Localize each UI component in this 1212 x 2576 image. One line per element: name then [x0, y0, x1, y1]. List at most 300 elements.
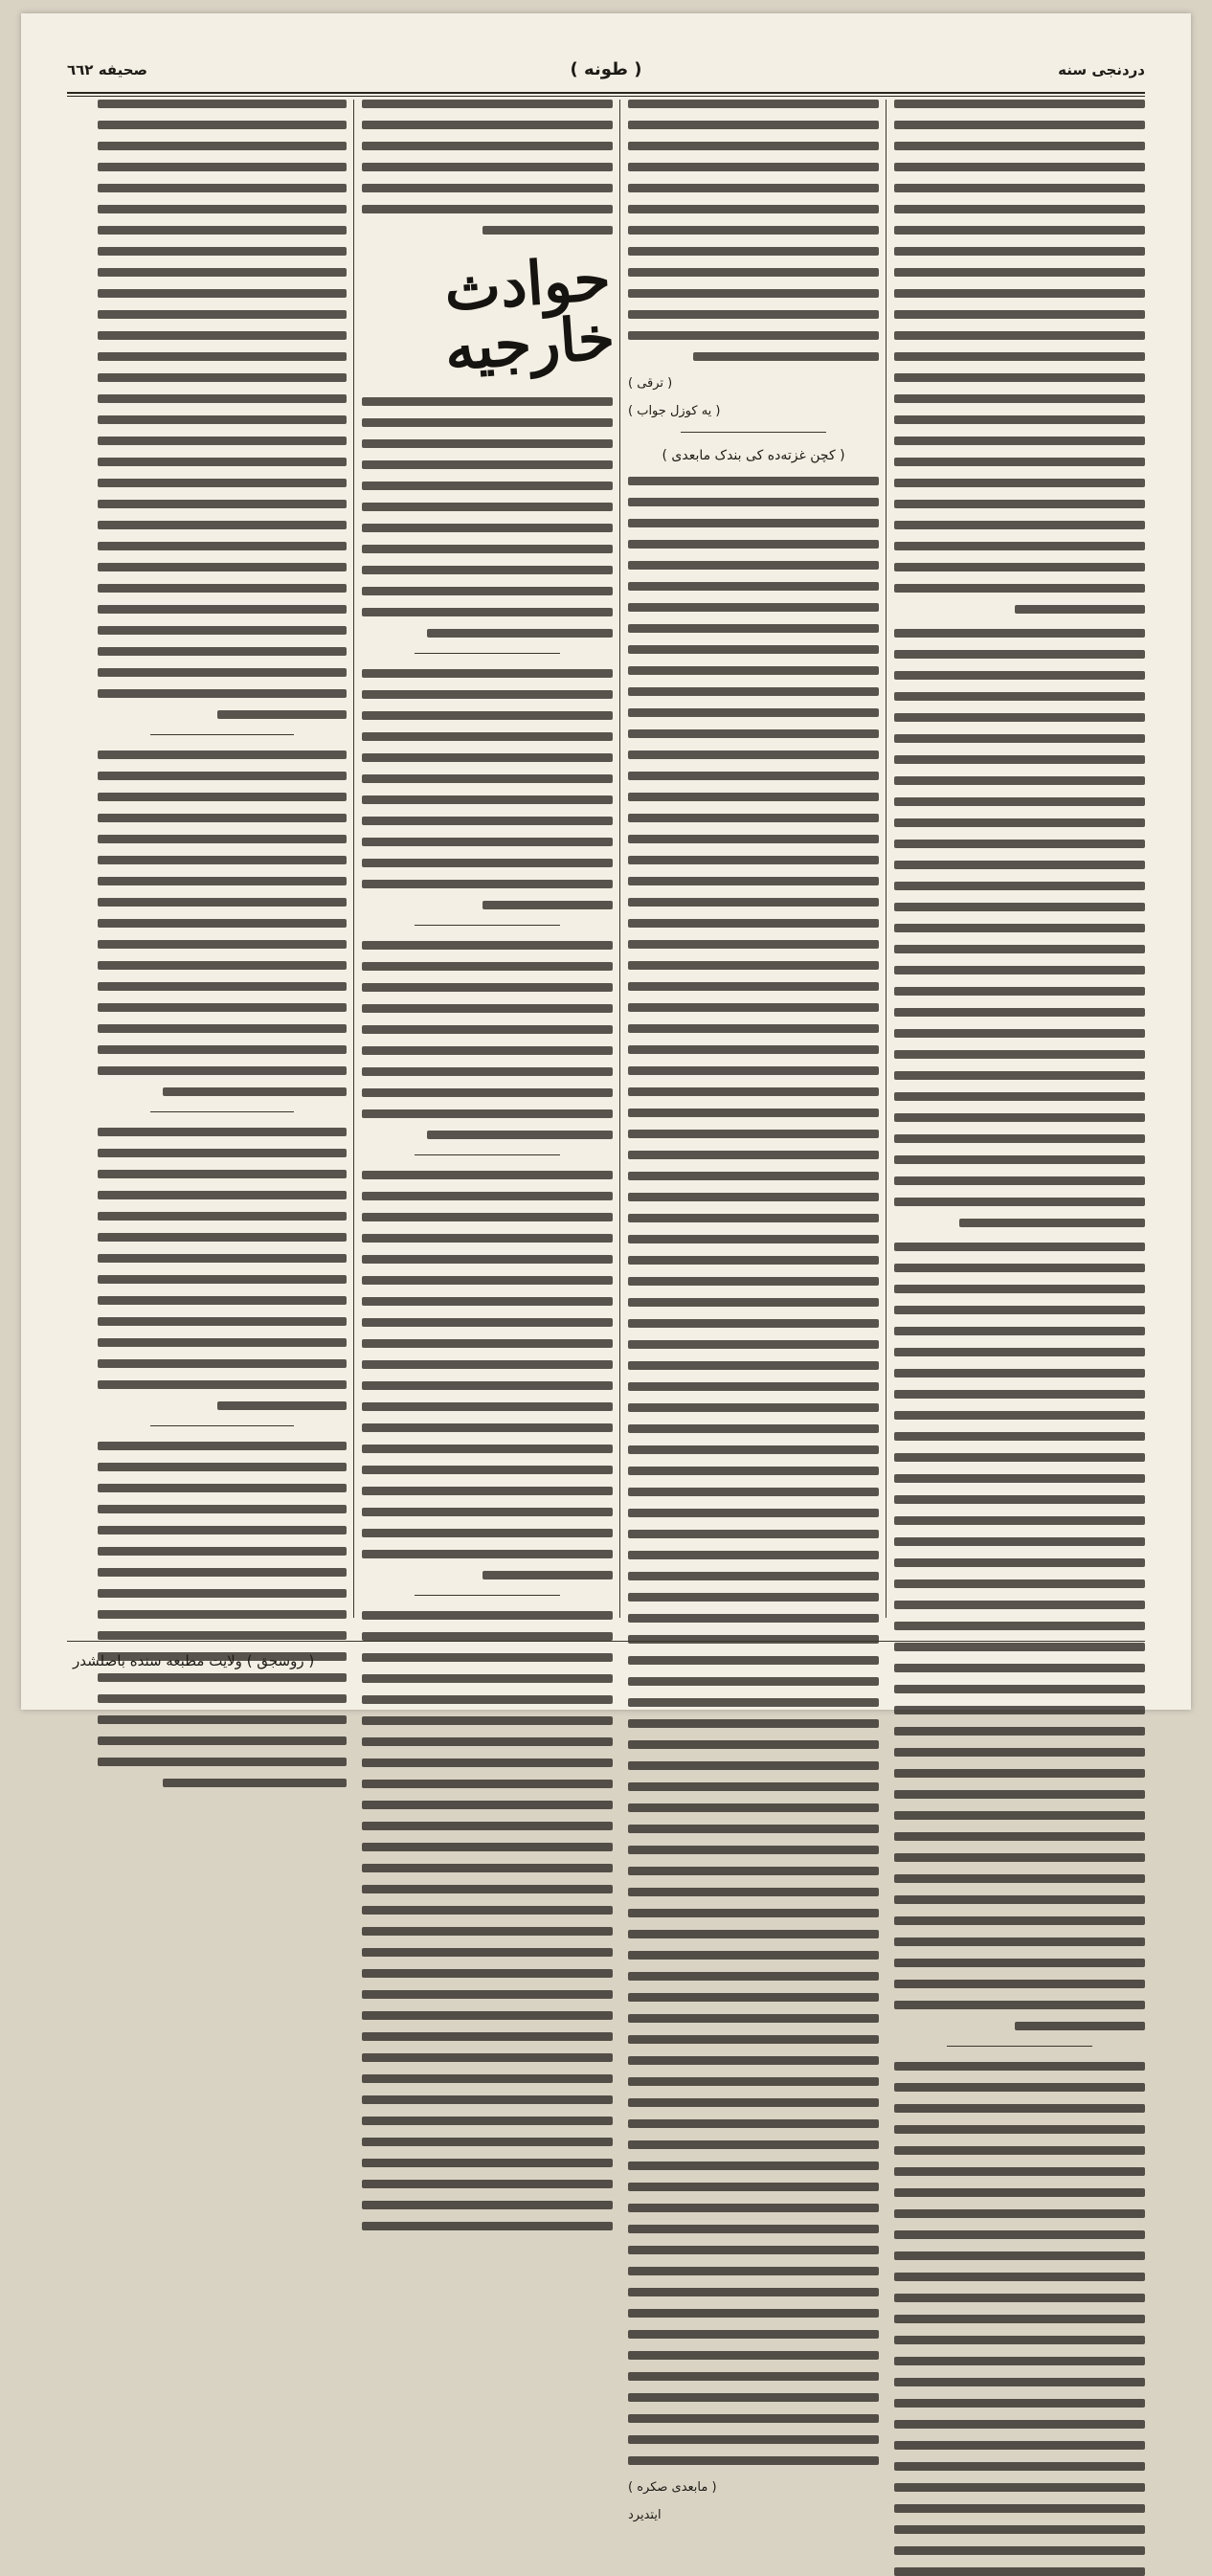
text-line: [98, 521, 347, 529]
text-line: [628, 1930, 879, 1938]
text-line: [628, 708, 879, 717]
text-line: [894, 1092, 1145, 1101]
text-line: [628, 2393, 879, 2402]
text-line: [894, 2441, 1145, 2450]
text-line: [628, 603, 879, 612]
text-line: [362, 1758, 613, 1767]
text-line: [894, 394, 1145, 403]
text-line: [894, 861, 1145, 869]
text-line: [98, 1275, 347, 1284]
text-line: [628, 184, 879, 192]
text-line: [894, 2230, 1145, 2239]
text-line: [894, 1853, 1145, 1862]
text-line: [894, 903, 1145, 911]
text-line: [894, 1050, 1145, 1059]
column-separator-3: [353, 100, 354, 1618]
text-line: [362, 1927, 613, 1936]
text-line: [894, 1155, 1145, 1164]
text-line: [628, 582, 879, 591]
text-line: [362, 608, 613, 616]
text-line: [894, 1874, 1145, 1883]
text-line: [362, 1339, 613, 1348]
text-line: [163, 1087, 347, 1096]
text-line: [628, 226, 879, 235]
text-line: [894, 542, 1145, 550]
text-line: [362, 711, 613, 720]
text-line: [362, 1529, 613, 1537]
column-4: [98, 100, 347, 1618]
text-line: [894, 2567, 1145, 2576]
text-line: [894, 1938, 1145, 1946]
text-line: [98, 1128, 347, 1136]
text-line: [894, 692, 1145, 701]
text-line: [362, 1445, 613, 1453]
text-line: [362, 2011, 613, 2020]
text-line: [628, 310, 879, 319]
text-line: [894, 2146, 1145, 2155]
text-line: [628, 793, 879, 801]
text-line: [362, 1402, 613, 1411]
text-line: [98, 668, 347, 677]
text-line: [628, 2140, 879, 2149]
header-rule-thin: [67, 96, 1145, 97]
text-line: [362, 397, 613, 406]
text-line: [98, 856, 347, 864]
text-line: [98, 1003, 347, 1012]
text-line: [98, 772, 347, 780]
text-line: [894, 2504, 1145, 2513]
text-line: [98, 1568, 347, 1577]
column-4-text-b: [98, 750, 347, 1096]
text-line: [894, 1008, 1145, 1017]
text-line: [628, 814, 879, 822]
text-line: [362, 732, 613, 741]
text-line: [894, 184, 1145, 192]
column-3-divider-d: [415, 1595, 560, 1596]
text-line: [362, 1550, 613, 1558]
text-line: [98, 814, 347, 822]
text-line: [628, 100, 879, 108]
text-line: [98, 1694, 347, 1703]
text-line: [98, 1338, 347, 1347]
text-line: [628, 1024, 879, 1033]
text-line: [362, 2053, 613, 2062]
text-line: [98, 163, 347, 171]
text-line: [98, 1547, 347, 1556]
text-line: [362, 1716, 613, 1725]
text-line: [362, 1192, 613, 1200]
text-line: [894, 373, 1145, 382]
text-line: [628, 1530, 879, 1538]
text-line: [362, 1695, 613, 1704]
text-line: [628, 940, 879, 949]
text-line: [628, 331, 879, 340]
text-line: [98, 750, 347, 759]
text-line: [628, 2288, 879, 2296]
text-line: [894, 734, 1145, 743]
column-3-divider-a: [415, 653, 560, 654]
text-line: [894, 100, 1145, 108]
column-1: [894, 100, 1145, 1618]
column-1-text-a: [894, 100, 1145, 614]
text-line: [628, 645, 879, 654]
column-separator-2: [619, 100, 620, 1618]
text-line: [98, 1359, 347, 1368]
text-line: [628, 561, 879, 570]
text-line: [628, 1214, 879, 1222]
section-ornament: [362, 243, 617, 385]
column-4-text-c: [98, 1128, 347, 1410]
text-line: [98, 1149, 347, 1157]
text-line: [894, 1285, 1145, 1293]
text-line: [98, 647, 347, 656]
text-line: [628, 856, 879, 864]
column-2-signature-taraqqi: ( ترقی ): [628, 376, 673, 391]
text-line: [362, 669, 613, 678]
text-line: [362, 1864, 613, 1872]
text-line: [362, 838, 613, 846]
text-line: [98, 689, 347, 698]
text-line: [628, 1488, 879, 1496]
text-line: [98, 961, 347, 970]
text-line: [98, 1380, 347, 1389]
text-line: [628, 982, 879, 991]
text-line: [362, 941, 613, 950]
text-line: [628, 772, 879, 780]
text-line: [628, 519, 879, 527]
text-line: [894, 966, 1145, 974]
text-line: [362, 1906, 613, 1915]
text-line: [628, 2225, 879, 2233]
column-3-text-f: [362, 1611, 613, 2230]
text-line: [362, 859, 613, 867]
text-line: [628, 2372, 879, 2381]
text-line: [628, 1509, 879, 1517]
text-line: [362, 205, 613, 213]
column-3-divider-c: [415, 1154, 560, 1155]
text-line: [894, 1748, 1145, 1757]
text-line: [628, 2162, 879, 2170]
text-line: [628, 1909, 879, 1917]
newspaper-page: [21, 13, 1191, 2522]
column-1-text-d: [894, 2062, 1145, 2576]
text-line: [894, 2209, 1145, 2218]
text-line: [894, 2462, 1145, 2471]
text-line: [362, 1822, 613, 1830]
text-line: [362, 1171, 613, 1179]
text-line: [628, 477, 879, 485]
column-2-continued: ( مابعدی صکره ): [628, 2480, 717, 2495]
text-line: [628, 1467, 879, 1475]
text-line: [628, 2351, 879, 2360]
text-line: [628, 1340, 879, 1349]
text-line: [628, 1698, 879, 1707]
text-line: [894, 2336, 1145, 2344]
text-line: [628, 2414, 879, 2423]
text-line: [98, 226, 347, 235]
text-line: [98, 982, 347, 991]
column-2-text-b: [628, 477, 879, 2465]
text-line: [98, 835, 347, 843]
column-4-text-a: [98, 100, 347, 719]
text-line: [894, 1029, 1145, 1038]
text-line: [628, 1130, 879, 1138]
text-line: [98, 898, 347, 907]
text-line: [894, 226, 1145, 235]
text-line: [98, 542, 347, 550]
text-line: [894, 415, 1145, 424]
text-line: [362, 2180, 613, 2188]
text-line: [628, 2098, 879, 2107]
text-line: [894, 1495, 1145, 1504]
text-line: [628, 1951, 879, 1960]
text-line: [362, 587, 613, 595]
text-line: [98, 626, 347, 635]
text-line: [894, 1369, 1145, 1378]
text-line: [628, 1445, 879, 1454]
text-line: [628, 750, 879, 759]
text-line: [894, 205, 1145, 213]
text-line: [98, 310, 347, 319]
text-line: [628, 1087, 879, 1096]
text-line: [362, 439, 613, 448]
text-line: [894, 2294, 1145, 2302]
page-header: [67, 50, 1145, 88]
text-line: [894, 2167, 1145, 2176]
text-line: [894, 1832, 1145, 1841]
text-line: [894, 818, 1145, 827]
text-line: [98, 1505, 347, 1513]
text-line: [894, 2399, 1145, 2408]
text-line: [894, 671, 1145, 680]
text-line: [894, 1895, 1145, 1904]
text-line: [894, 2525, 1145, 2534]
text-line: [98, 289, 347, 298]
text-line: [362, 1381, 613, 1390]
text-line: [362, 1632, 613, 1641]
text-line: [362, 1466, 613, 1474]
text-line: [362, 1255, 613, 1264]
text-line: [98, 479, 347, 487]
text-line: [98, 1715, 347, 1724]
text-line: [362, 2095, 613, 2104]
text-line: [628, 2456, 879, 2465]
text-line: [362, 2201, 613, 2209]
text-line: [98, 331, 347, 340]
column-4-divider-b: [150, 1111, 295, 1112]
text-line: [628, 835, 879, 843]
text-line: [894, 1390, 1145, 1399]
text-line: [628, 1319, 879, 1328]
text-line: [628, 1572, 879, 1580]
column-1-text-c: [894, 1243, 1145, 2030]
text-line: [98, 1296, 347, 1305]
text-line: [362, 774, 613, 783]
text-line: [894, 584, 1145, 593]
text-line: [628, 142, 879, 150]
text-line: [362, 1025, 613, 1034]
text-line: [98, 352, 347, 361]
column-3: [362, 100, 617, 1618]
text-line: [894, 289, 1145, 298]
text-line: [362, 1487, 613, 1495]
text-line: [894, 1071, 1145, 1080]
text-line: [628, 1403, 879, 1412]
column-1-divider: [947, 2046, 1092, 2047]
text-line: [98, 793, 347, 801]
text-line: [628, 877, 879, 885]
text-line: [362, 1969, 613, 1978]
text-line: [628, 540, 879, 549]
text-line: [362, 795, 613, 804]
text-line: [894, 629, 1145, 638]
text-line: [894, 1916, 1145, 1925]
text-line: [98, 1212, 347, 1221]
text-line: [894, 310, 1145, 319]
header-rule: [67, 92, 1145, 94]
column-2: [628, 100, 879, 2522]
text-line: [894, 2001, 1145, 2009]
text-line: [894, 1432, 1145, 1441]
text-line: [628, 1825, 879, 1833]
footer-rule: [67, 1641, 1145, 1642]
text-line: [362, 1948, 613, 1957]
text-line: [362, 2159, 613, 2167]
text-line: [894, 437, 1145, 445]
text-line: [98, 1463, 347, 1471]
text-line: [894, 331, 1145, 340]
text-line: [628, 2246, 879, 2254]
text-line: [894, 1537, 1145, 1546]
text-line: [628, 729, 879, 738]
text-line: [98, 373, 347, 382]
text-line: [98, 100, 347, 108]
text-line: [98, 1589, 347, 1598]
text-line: [628, 1277, 879, 1286]
text-line: [362, 2032, 613, 2041]
text-line: [362, 460, 613, 469]
text-line: [894, 1685, 1145, 1693]
header-masthead: ( طونه ): [570, 59, 642, 79]
text-line: [628, 2056, 879, 2065]
text-line: [894, 987, 1145, 996]
text-line: [362, 418, 613, 427]
text-line: [628, 1066, 879, 1075]
text-line: [98, 1170, 347, 1178]
text-line: [894, 1516, 1145, 1525]
text-line: [217, 710, 347, 719]
text-line: [427, 629, 613, 638]
text-line: [362, 690, 613, 699]
text-line: [628, 1993, 879, 2002]
text-line: [98, 1610, 347, 1619]
text-line: [628, 163, 879, 171]
column-3-text-e: [362, 1171, 613, 1579]
text-line: [362, 163, 613, 171]
text-line: [362, 1109, 613, 1118]
text-line: [362, 524, 613, 532]
text-line: [628, 2204, 879, 2212]
text-line: [894, 1579, 1145, 1588]
text-line: [628, 1172, 879, 1180]
text-line: [98, 1484, 347, 1492]
text-line: [98, 458, 347, 466]
text-line: [894, 1790, 1145, 1799]
column-1-text-b: [894, 629, 1145, 1227]
column-3-text-c: [362, 669, 613, 909]
text-line: [628, 205, 879, 213]
text-line: [362, 880, 613, 888]
text-line: [362, 2074, 613, 2083]
text-line: [894, 1411, 1145, 1420]
text-line: [628, 1803, 879, 1812]
text-line: [362, 1423, 613, 1432]
text-line: [894, 2062, 1145, 2071]
text-line: [628, 1045, 879, 1054]
text-line: [894, 268, 1145, 277]
text-line: [362, 1318, 613, 1327]
text-line: [894, 563, 1145, 571]
text-line: [894, 1727, 1145, 1736]
text-line: [628, 1551, 879, 1559]
text-line: [693, 352, 879, 361]
text-line: [362, 1297, 613, 1306]
text-line: [628, 2035, 879, 2044]
text-line: [98, 1254, 347, 1263]
text-line: [98, 919, 347, 928]
text-line: [894, 163, 1145, 171]
text-line: [628, 1235, 879, 1243]
text-line: [362, 1843, 613, 1851]
column-2-signature-answer: ( یه کوزل جواب ): [628, 404, 721, 418]
text-line: [894, 1453, 1145, 1462]
text-line: [362, 566, 613, 574]
text-line: [98, 1066, 347, 1075]
text-line: [628, 2330, 879, 2339]
text-line: [628, 919, 879, 928]
text-line: [98, 605, 347, 614]
text-line: [894, 521, 1145, 529]
text-line: [894, 1706, 1145, 1714]
text-line: [894, 2357, 1145, 2365]
text-line: [628, 121, 879, 129]
text-line: [362, 1067, 613, 1076]
text-line: [628, 666, 879, 675]
text-line: [894, 1134, 1145, 1143]
text-line: [894, 840, 1145, 848]
text-line: [628, 1972, 879, 1981]
text-line: [894, 1558, 1145, 1567]
text-line: [628, 1382, 879, 1391]
column-4-text-d: [98, 1442, 347, 1787]
text-line: [894, 2483, 1145, 2492]
text-line: [628, 1719, 879, 1728]
text-line: [483, 226, 613, 235]
text-line: [98, 1024, 347, 1033]
text-line: [483, 901, 613, 909]
text-line: [362, 503, 613, 511]
text-line: [98, 584, 347, 593]
text-line: [362, 1780, 613, 1788]
text-line: [362, 1611, 613, 1620]
text-line: [98, 1317, 347, 1326]
text-line: [894, 1327, 1145, 1335]
text-line: [98, 184, 347, 192]
column-3-text-a: [362, 100, 613, 235]
text-line: [894, 945, 1145, 953]
text-line: [1015, 605, 1145, 614]
text-line: [894, 2251, 1145, 2260]
